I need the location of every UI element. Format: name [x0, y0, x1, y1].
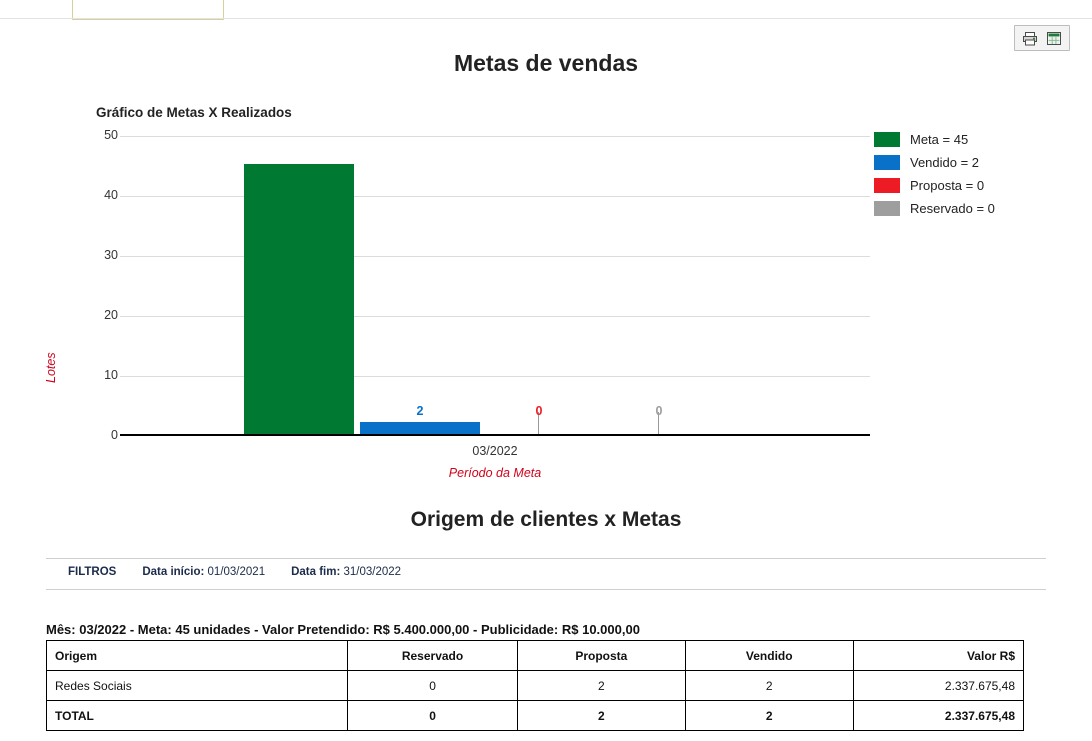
gridline-50 — [120, 136, 870, 137]
legend-swatch-reservado — [874, 201, 900, 216]
legend-label-vendido: Vendido = 2 — [910, 155, 980, 170]
chart-legend — [874, 128, 1074, 220]
header-divider — [0, 18, 1092, 19]
top-form-box — [72, 0, 224, 20]
bar-value-proposta: 0 — [535, 404, 543, 418]
cell-total-reservado: 0 — [348, 701, 517, 731]
filter-start-date — [142, 566, 265, 578]
origins-table — [46, 640, 1024, 731]
filter-start-value: 01/03/2021 — [207, 566, 266, 578]
filter-end-value: 31/03/2022 — [343, 566, 402, 578]
cell-reservado: 0 — [348, 671, 517, 701]
cell-total-origem: TOTAL — [47, 701, 348, 731]
filter-start-label: Data início: — [142, 566, 205, 578]
x-axis — [120, 434, 870, 436]
column-header-valor: Valor R$ — [853, 641, 1023, 671]
cell-proposta: 2 — [517, 671, 685, 701]
filter-end-date — [291, 566, 401, 578]
x-tick-label: 03/2022 — [472, 444, 518, 458]
legend-label-meta: Meta = 45 — [910, 132, 969, 147]
legend-item-vendido — [874, 151, 1074, 174]
column-header-origem: Origem — [47, 641, 348, 671]
legend-item-meta — [874, 128, 1074, 151]
table-header-row — [47, 641, 1024, 671]
bar-value-vendido: 2 — [416, 404, 424, 418]
table-row — [47, 671, 1024, 701]
bar-value-reservado: 0 — [655, 404, 663, 418]
cell-total-valor: 2.337.675,48 — [853, 701, 1023, 731]
legend-item-reservado — [874, 197, 1074, 220]
bar-vendido — [360, 422, 480, 434]
cell-total-proposta: 2 — [517, 701, 685, 731]
y-tick-label: 20 — [104, 308, 118, 322]
section-title: Origem de clientes x Metas — [410, 508, 682, 531]
cell-total-vendido: 2 — [685, 701, 853, 731]
column-header-vendido: Vendido — [685, 641, 853, 671]
y-tick-label: 50 — [104, 128, 118, 142]
column-header-proposta: Proposta — [517, 641, 685, 671]
printer-icon[interactable] — [1019, 28, 1041, 48]
summary-line: Mês: 03/2022 - Meta: 45 unidades - Valor Pretendido: R$ 5.400.000,00 - Publicidade: R$ 10.000,00 — [46, 622, 640, 637]
legend-swatch-proposta — [874, 178, 900, 193]
page-title: Metas de vendas — [453, 50, 639, 76]
gridline-20 — [120, 316, 870, 317]
legend-item-proposta — [874, 174, 1074, 197]
report-toolbar[interactable] — [1014, 25, 1070, 51]
table-total-row — [47, 701, 1024, 731]
y-axis-label: Lotes — [44, 352, 58, 383]
x-axis-label: Período da Meta — [448, 466, 542, 480]
filter-end-label: Data fim: — [291, 566, 341, 578]
filters-label: FILTROS — [68, 566, 117, 578]
y-tick-label: 40 — [104, 188, 118, 202]
column-header-reservado: Reservado — [348, 641, 517, 671]
cell-vendido: 2 — [685, 671, 853, 701]
filters-bar — [68, 566, 401, 578]
cell-valor: 2.337.675,48 — [853, 671, 1023, 701]
gridline-40 — [120, 196, 870, 197]
legend-label-proposta: Proposta = 0 — [910, 178, 985, 193]
chart-subtitle: Gráfico de Metas X Realizados — [96, 105, 292, 120]
legend-swatch-meta — [874, 132, 900, 147]
y-tick-label: 0 — [111, 428, 118, 442]
y-tick-label: 30 — [104, 248, 118, 262]
legend-label-reservado: Reservado = 0 — [910, 201, 995, 216]
y-tick-label: 10 — [104, 368, 118, 382]
filters-divider-bottom — [46, 589, 1046, 590]
gridline-30 — [120, 256, 870, 257]
bar-meta — [244, 164, 354, 434]
excel-export-icon[interactable] — [1043, 28, 1065, 48]
cell-origem: Redes Sociais — [47, 671, 348, 701]
legend-swatch-vendido — [874, 155, 900, 170]
bar-value-meta: 45 — [292, 152, 306, 166]
plot-canvas — [104, 128, 870, 442]
filters-divider-top — [46, 558, 1046, 559]
gridline-10 — [120, 376, 870, 377]
